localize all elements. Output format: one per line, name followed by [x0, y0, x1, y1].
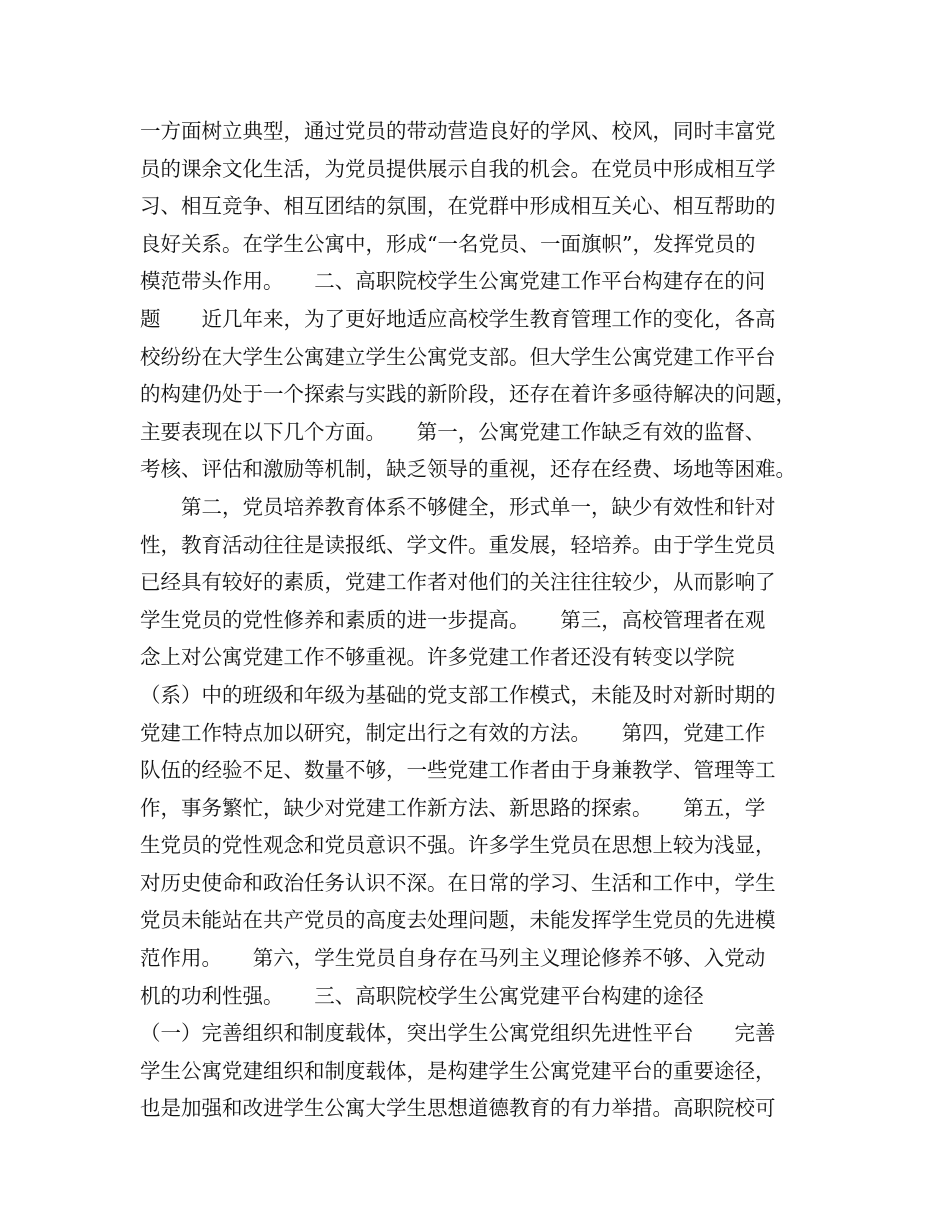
text-line: 员的课余文化生活，为党员提供展示自我的机会。在党员中形成相互学 [140, 156, 776, 181]
text-line: 对历史使命和政治任务认识不深。在日常的学习、生活和工作中，学生 [140, 870, 776, 895]
text-line: 队伍的经验不足、数量不够，一些党建工作者由于身兼教学、管理等工 [140, 758, 776, 783]
text-line: 也是加强和改进学生公寓大学生思想道德教育的有力举措。高职院校可 [140, 1096, 776, 1121]
text-line: 主要表现在以下几个方面。 第一，公寓党建工作缺乏有效的监督、 [140, 419, 766, 444]
text-line: 党员未能站在共产党员的高度去处理问题，未能发挥学生党员的先进模 [140, 908, 776, 933]
text-line: 第二，党员培养教育体系不够健全，形式单一，缺少有效性和针对 [140, 494, 776, 519]
text-line: 作，事务繁忙，缺少对党建工作新方法、新思路的探索。 第五，学 [140, 795, 766, 820]
text-line: 已经具有较好的素质，党建工作者对他们的关注往往较少，从而影响了 [140, 570, 776, 595]
text-line: （系）中的班级和年级为基础的党支部工作模式，未能及时对新时期的 [140, 682, 776, 707]
text-line: 生党员的党性观念和党员意识不强。许多学生党员在思想上较为浅显， [140, 833, 776, 858]
text-line: 习、相互竞争、相互团结的氛围，在党群中形成相互关心、相互帮助的 [140, 194, 776, 219]
text-line: 党建工作特点加以研究，制定出行之有效的方法。 第四，党建工作 [140, 720, 766, 745]
text-line: 学生公寓党建组织和制度载体，是构建学生公寓党建平台的重要途径， [140, 1058, 776, 1083]
text-line: 一方面树立典型，通过党员的带动营造良好的学风、校风，同时丰富党 [140, 119, 776, 143]
text-line: 机的功利性强。 三、高职院校学生公寓党建平台构建的途径 [140, 983, 704, 1008]
text-line: 学生党员的党性修养和素质的进一步提高。 第三，高校管理者在观 [140, 607, 766, 632]
text-line: （一）完善组织和制度载体，突出学生公寓党组织先进性平台 完善 [140, 1021, 776, 1046]
body-text [140, 113, 830, 1128]
text-line: 题 近几年来，为了更好地适应高校学生教育管理工作的变化，各高 [140, 306, 776, 331]
text-line: 念上对公寓党建工作不够重视。许多党建工作者还没有转变以学院 [140, 645, 735, 670]
text-line: 范作用。 第六，学生党员自身存在马列主义理论修养不够、入党动 [140, 946, 766, 971]
text-line: 校纷纷在大学生公寓建立学生公寓党支部。但大学生公寓党建工作平台 [140, 344, 776, 369]
text-line: 良好关系。在学生公寓中，形成“一名党员、一面旗帜”，发挥党员的 [140, 231, 756, 256]
text-line: 的构建仍处于一个探索与实践的新阶段，还存在着许多亟待解决的问题， [140, 382, 796, 407]
text-line: 模范带头作用。 二、高职院校学生公寓党建工作平台构建存在的问 [140, 269, 766, 294]
text-line: 考核、评估和激励等机制，缺乏领导的重视，还存在经费、场地等困难。 [140, 457, 796, 482]
text-line: 性，教育活动往往是读报纸、学文件。重发展，轻培养。由于学生党员 [140, 532, 776, 557]
